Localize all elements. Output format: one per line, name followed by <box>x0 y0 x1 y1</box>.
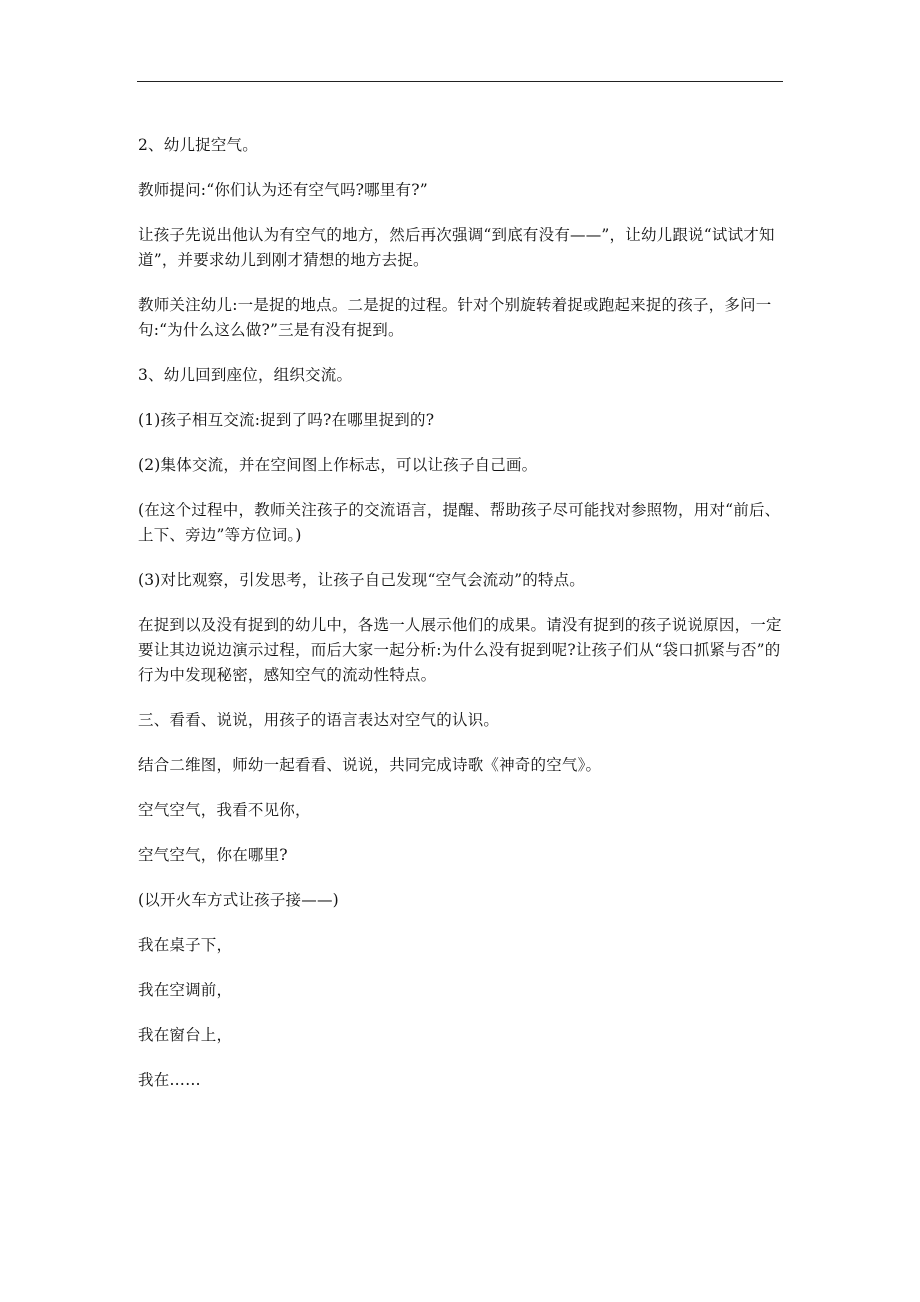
poem-instruction: (以开火车方式让孩子接——) <box>138 891 339 909</box>
poem-line: 空气空气，我看不见你， <box>138 801 311 819</box>
poem-line: 空气空气，你在哪里? <box>138 846 288 864</box>
paragraph: 在捉到以及没有捉到的幼儿中，各选一人展示他们的成果。请没有捉到的孩子说说原因，一定要让其边说边演示过程，而后大家一起分析:为什么没有捉到呢?让孩子们从“袋口抓紧与否”的行为中发现秘密，感知空气的流动性特点。 <box>138 616 782 684</box>
poem-line: 我在…… <box>138 1071 201 1089</box>
section-heading-return-seats: 3、幼儿回到座位，组织交流。 <box>138 366 353 384</box>
poem-line: 我在空调前， <box>138 981 233 999</box>
list-item: (3)对比观察，引发思考，让孩子自己发现“空气会流动”的特点。 <box>138 571 586 589</box>
poem-line: 我在桌子下， <box>138 936 233 954</box>
paragraph: 教师关注幼儿:一是捉的地点。二是捉的过程。针对个别旋转着捉或跑起来捉的孩子，多问一句:“为什么这么做?”三是有没有捉到。 <box>138 296 772 339</box>
header-rule <box>137 81 783 82</box>
poem-line: 我在窗台上， <box>138 1026 233 1044</box>
paragraph: 教师提问:“你们认为还有空气吗?哪里有?” <box>138 181 428 199</box>
document-body <box>138 133 786 1113</box>
paragraph: 结合二维图，师幼一起看看、说说，共同完成诗歌《神奇的空气》。 <box>138 756 602 774</box>
section-heading-catch-air: 2、幼儿捉空气。 <box>138 136 258 154</box>
section-heading-look-say: 三、看看、说说，用孩子的语言表达对空气的认识。 <box>138 711 500 729</box>
list-item: (1)孩子相互交流:捉到了吗?在哪里捉到的? <box>138 411 435 429</box>
paragraph: 让孩子先说出他认为有空气的地方，然后再次强调“到底有没有——”，让幼儿跟说“试试才知道”，并要求幼儿到刚才猜想的地方去捉。 <box>138 226 775 269</box>
list-item: (2)集体交流，并在空间图上作标志，可以让孩子自己画。 <box>138 456 538 474</box>
paragraph-note: (在这个过程中，教师关注孩子的交流语言，提醒、帮助孩子尽可能找对参照物，用对“前后、上下、旁边”等方位词。) <box>138 501 781 544</box>
